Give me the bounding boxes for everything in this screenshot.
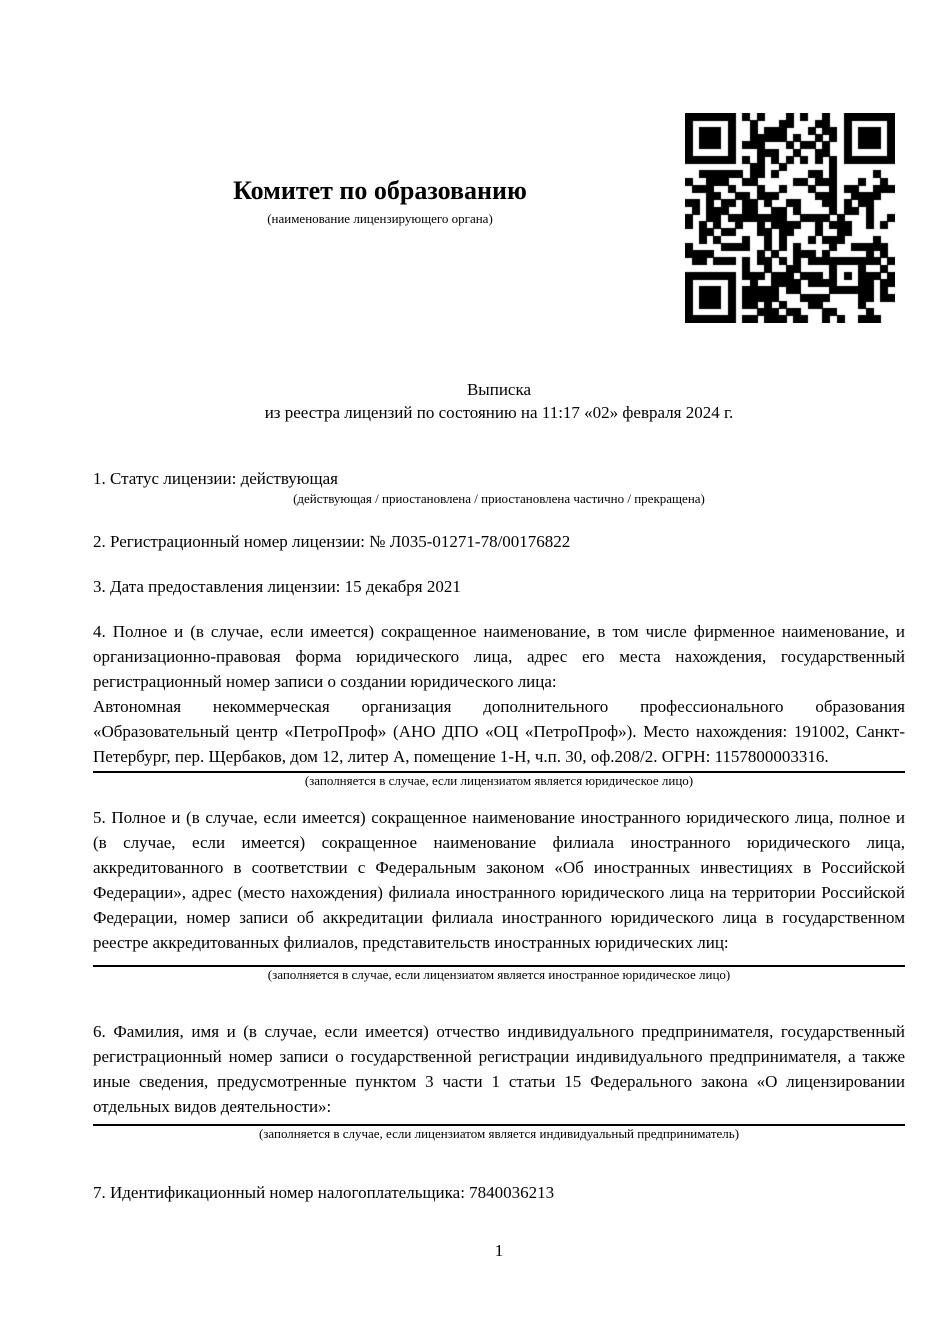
item-text: 1. Статус лицензии: действующая xyxy=(93,469,338,488)
item-value: Автономная некоммерческая организация дополнительного профессионального образования «Образовательный центр «ПетроПроф» (АНО ДПО «ОЦ «ПетроПроф»). Место нахождения: 191002, Санкт-Петербург, пер. Щербаков, дом 12, литер А, помещение 1-Н, ч.п. 30, оф.208/2. ОГРН: 1157800003316. xyxy=(93,697,905,766)
item-foreign-entity xyxy=(93,805,905,983)
document-title xyxy=(93,378,905,424)
item-text: 5. Полное и (в случае, если имеется) сокращенное наименование иностранного юридического лица, полное и (в случае, если имеется) сокращенное наименование филиала иностранного юридического лица, аккредитованного в соответствии с Федеральным законом «Об иностранных инвестициях в Российской Федерации», адрес (место нахождения) филиала иностранного юридического лица на территории Российской Федерации, номер записи об аккредитации филиала иностранного юридического лица в государственном реестре аккредитованных филиалов, представительств иностранных юридических лиц: xyxy=(93,808,905,952)
page-number: 1 xyxy=(494,1241,504,1260)
item-taxpayer-number xyxy=(93,1180,905,1205)
item-note: (заполняется в случае, если лицензиатом является иностранное юридическое лицо) xyxy=(267,967,731,982)
licensing-authority-caption: (наименование лицензирующего органа) xyxy=(267,211,493,226)
item-text: 3. Дата предоставления лицензии: 15 декабря 2021 xyxy=(93,577,461,596)
document-title-line1: Выписка xyxy=(466,380,532,399)
item-text: 4. Полное и (в случае, если имеется) сокращенное наименование, в том числе фирменное наименование, и организационно-правовая форма юридического лица, адрес его места нахождения, государственный регистрационный номер записи о создании юридического лица: xyxy=(93,622,905,691)
item-license-status xyxy=(93,466,905,507)
item-text: 7. Идентификационный номер налогоплательщика: 7840036213 xyxy=(93,1183,555,1202)
item-note: (заполняется в случае, если лицензиатом является юридическое лицо) xyxy=(304,773,694,788)
document-body xyxy=(93,0,905,1263)
item-registration-number xyxy=(93,529,905,554)
licensing-authority-name: Комитет по образованию xyxy=(233,176,527,205)
item-individual-entrepreneur xyxy=(93,1019,905,1142)
item-text: 6. Фамилия, имя и (в случае, если имеется) отчество индивидуального предпринимателя, государственный регистрационный номер записи о государственной регистрации индивидуального предпринимателя, а также иные сведения, предусмотренные пунктом 3 части 1 статьи 15 Федерального закона «О лицензировании отдельных видов деятельности»: xyxy=(93,1022,905,1116)
document-title-line2: из реестра лицензий по состоянию на 11:17 «02» февраля 2024 г. xyxy=(264,403,734,422)
item-note: (заполняется в случае, если лицензиатом является индивидуальный предприниматель) xyxy=(258,1126,740,1141)
item-legal-entity-name xyxy=(93,619,905,789)
item-note: (действующая / приостановлена / приостановлена частично / прекращена) xyxy=(293,491,705,506)
item-grant-date xyxy=(93,574,905,599)
item-text: 2. Регистрационный номер лицензии: № Л035-01271-78/00176822 xyxy=(93,532,571,551)
